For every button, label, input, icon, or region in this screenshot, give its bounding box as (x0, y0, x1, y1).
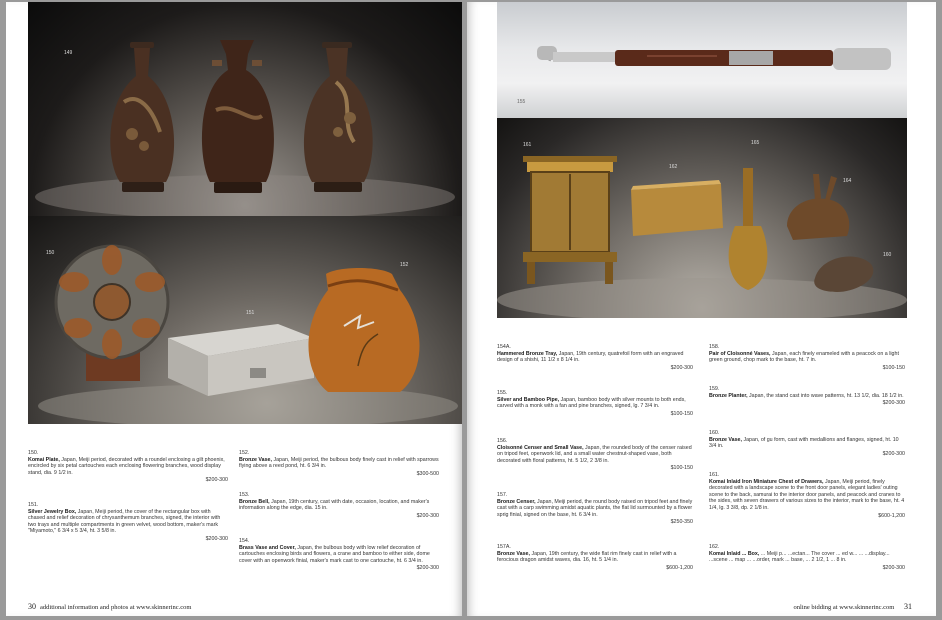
lot-description: Japan, Meiji period, decorated with a roundel enclosing a gilt phoenix, encircled by six petal cartouches each enclosing flowering branches, wood display stand, dia. 9 1/2 in. (28, 456, 225, 476)
lot-description: Japan, Meiji period, finely decorated with a landscape scene to the front door panels, elegant ladies' outing scene to the back, samurai to the interior door panels, and peacock and cranes to the sides, with seven drawers of various sizes to the interior, mark to the base, ht. 4 1/4, lg. 3 3/8, dp. 2 1/8 in. (709, 478, 905, 511)
lot-description: Japan, 19th century, cast with date, occasion, location, and maker's information along the edge, dia. 15 in. (239, 498, 430, 512)
lot-entry (497, 344, 693, 371)
photo-label-165: 165 (751, 140, 760, 146)
lot-title: Bronze Planter, (709, 392, 748, 399)
right-page (467, 2, 936, 616)
lot-title: Bronze Vase, (497, 550, 530, 557)
lot-entry (497, 438, 693, 472)
footer-url-text[interactable]: online bidding at www.skinnerinc.com (793, 604, 895, 611)
lot-estimate: $200-300 (882, 450, 905, 457)
lot-estimate: $200-300 (416, 565, 439, 572)
lot-description: Japan, 19th century, quatrefoil form with an engraved design of a shishi, 11 1/2 x 8 1/4 in. (497, 350, 684, 364)
page-number: 30 (28, 602, 36, 611)
photo-group-objects[interactable] (497, 118, 907, 318)
lot-entry (239, 538, 439, 572)
lot-estimate: $100-150 (670, 410, 693, 417)
lot-number: 150. (28, 450, 39, 456)
photo-label-150: 150 (46, 250, 55, 256)
vases-illustration (28, 2, 462, 216)
lot-description: Japan, Meiji period, the round body raised on tripod feet and finely cast with a carp swimming amidst aquatic plants, the flat lid surmounted by a flower sprig finial, signed on the base, ht. 6 3/4 in. (497, 498, 693, 518)
lot-estimate: $100-150 (670, 465, 693, 472)
page-footer (28, 602, 191, 611)
lot-number: 151. (28, 502, 39, 508)
lot-description: Japan, of gu form, cast with medallions and flanges, signed, ht. 10 3/4 in. (709, 436, 899, 450)
lot-estimate: $600-1,200 (666, 564, 693, 571)
group-illustration (497, 118, 907, 318)
lot-estimate: $250-350 (670, 519, 693, 526)
footer-url-text[interactable]: additional information and photos at www.skinnerinc.com (40, 604, 192, 611)
lot-description: Japan, bamboo body with silver mounts to both ends, carved with a monk with a fan and pine branches, signed, lg. 7 3/4 in. (497, 396, 686, 410)
lot-description: Japan, each finely enameled with a peacock on a light green ground, chop mark to the base, ht. 7 in. (709, 350, 899, 364)
lot-number: 161. (709, 472, 720, 478)
lot-entry (709, 472, 905, 519)
lot-entry (709, 344, 905, 371)
lot-estimate: $600-1,200 (878, 512, 905, 519)
lot-title: Silver and Bamboo Pipe, (497, 396, 560, 403)
lot-estimate: $200-300 (882, 564, 905, 571)
lot-description: Japan, 19th century, the wide flat rim finely cast in relief with a ferocious dragon amidst waves, dia. 16, ht. 5 1/4 in. (497, 550, 677, 564)
lot-entry (28, 502, 228, 543)
left-page (6, 2, 462, 616)
lot-title: Bronze Censer, (497, 498, 536, 505)
lot-title: Bronze Vase, (239, 456, 272, 463)
lot-title: Cloisonné Censer and Small Vase, (497, 444, 584, 451)
lot-description: Japan, the stand cast into wave patterns, ht. 13 1/2, dia. 18 1/2 in. (747, 392, 904, 399)
photo-label-164: 164 (843, 178, 852, 184)
page-footer (794, 602, 912, 611)
lot-number: 158. (709, 344, 720, 350)
photo-label-160: 160 (883, 252, 892, 258)
lot-title: Komai Inlaid Iron Miniature Chest of Drawers, (709, 478, 824, 485)
lot-entry (497, 544, 693, 571)
lot-number: 160. (709, 430, 720, 436)
lot-entry (28, 450, 228, 484)
lot-entry (239, 450, 439, 477)
lot-number: 157A. (497, 544, 511, 550)
photo-label-152: 152 (400, 262, 409, 268)
lot-number: 154. (239, 538, 250, 544)
pipe-illustration (497, 2, 907, 118)
lot-number: 153. (239, 492, 250, 498)
lot-number: 154A. (497, 344, 511, 350)
photo-label-161: 161 (523, 142, 532, 148)
lot-number: 152. (239, 450, 250, 456)
photo-label-162: 162 (669, 164, 678, 170)
lot-title: Pair of Cloisonné Vases, (709, 350, 771, 357)
lot-number: 155. (497, 390, 508, 396)
lot-number: 159. (709, 386, 720, 392)
lot-title: Komai Plate, (28, 456, 60, 463)
photo-label-151: 151 (246, 310, 255, 316)
lot-estimate: $300-500 (416, 470, 439, 477)
lot-title: Hammered Bronze Tray, (497, 350, 558, 357)
lot-number: 156. (497, 438, 508, 444)
lot-entry (497, 390, 693, 417)
photo-bronze-vases[interactable] (28, 2, 462, 216)
photo-label-149: 149 (64, 50, 73, 56)
lot-description: Japan, Meiji period, the bulbous body finely cast in relief with sparrows flying above a reed pond, ht. 6 3/4 in. (239, 456, 439, 470)
lot-number: 157. (497, 492, 508, 498)
lot-entry (709, 430, 905, 457)
lot-entry (239, 492, 439, 519)
photo-silver-pipe[interactable] (497, 2, 907, 118)
page-number: 31 (904, 602, 912, 611)
lot-estimate: $100-150 (882, 364, 905, 371)
photo-plate-box-vase[interactable] (28, 216, 462, 424)
lot-entry (709, 386, 905, 407)
lot-entry (497, 492, 693, 526)
lot-description: Japan, the rounded body of the censer raised on tripod feet, openwork lid, and a small water chestnut-shaped vase, both decorated with floral patterns, ht. 5 1/2, 2 3/8 in. (497, 444, 692, 464)
lot-estimate: $200-300 (670, 364, 693, 371)
lot-estimate: $200-300 (416, 512, 439, 519)
lot-entry (709, 544, 905, 571)
lot-title: Bronze Bell, (239, 498, 270, 505)
lot-title: Silver Jewelry Box, (28, 508, 77, 515)
objects-illustration (28, 216, 462, 424)
lot-number: 162. (709, 544, 720, 550)
lot-title: Bronze Vase, (709, 436, 742, 443)
lot-title: Komai Inlaid ... Box, (709, 550, 760, 557)
lot-description: Japan, Meiji period, the cover of the rectangular box with chased and relief decoration of chrysanthemum branches, signed, the interior with two trays and multiple compartments in green velvet, wood bottom, maker's mark "Miyamoto," 6 3/4 x 5 3/4, ht. 3 5/8 in. (28, 508, 221, 535)
lot-description: Japan, the bulbous body with low relief decoration of cartouches enclosing birds and flowers, a crane and bamboo to either side, dome cover with an openwork finial, maker's mark cast to one cartouche, ht. 6 3/4 in. (239, 544, 430, 564)
lot-description: ... Meiji p... ...ectan... The cover ... ed w... ... ...display... ...scene ... map ... ...order, mark ... base, ... 2 1/2, 1 ... 8 in. (709, 550, 890, 564)
lot-estimate: $200-300 (205, 477, 228, 484)
lot-estimate: $200-300 (882, 400, 905, 407)
lot-estimate: $200-300 (205, 535, 228, 542)
photo-label-155: 155 (517, 99, 526, 105)
lot-title: Brass Vase and Cover, (239, 544, 296, 551)
